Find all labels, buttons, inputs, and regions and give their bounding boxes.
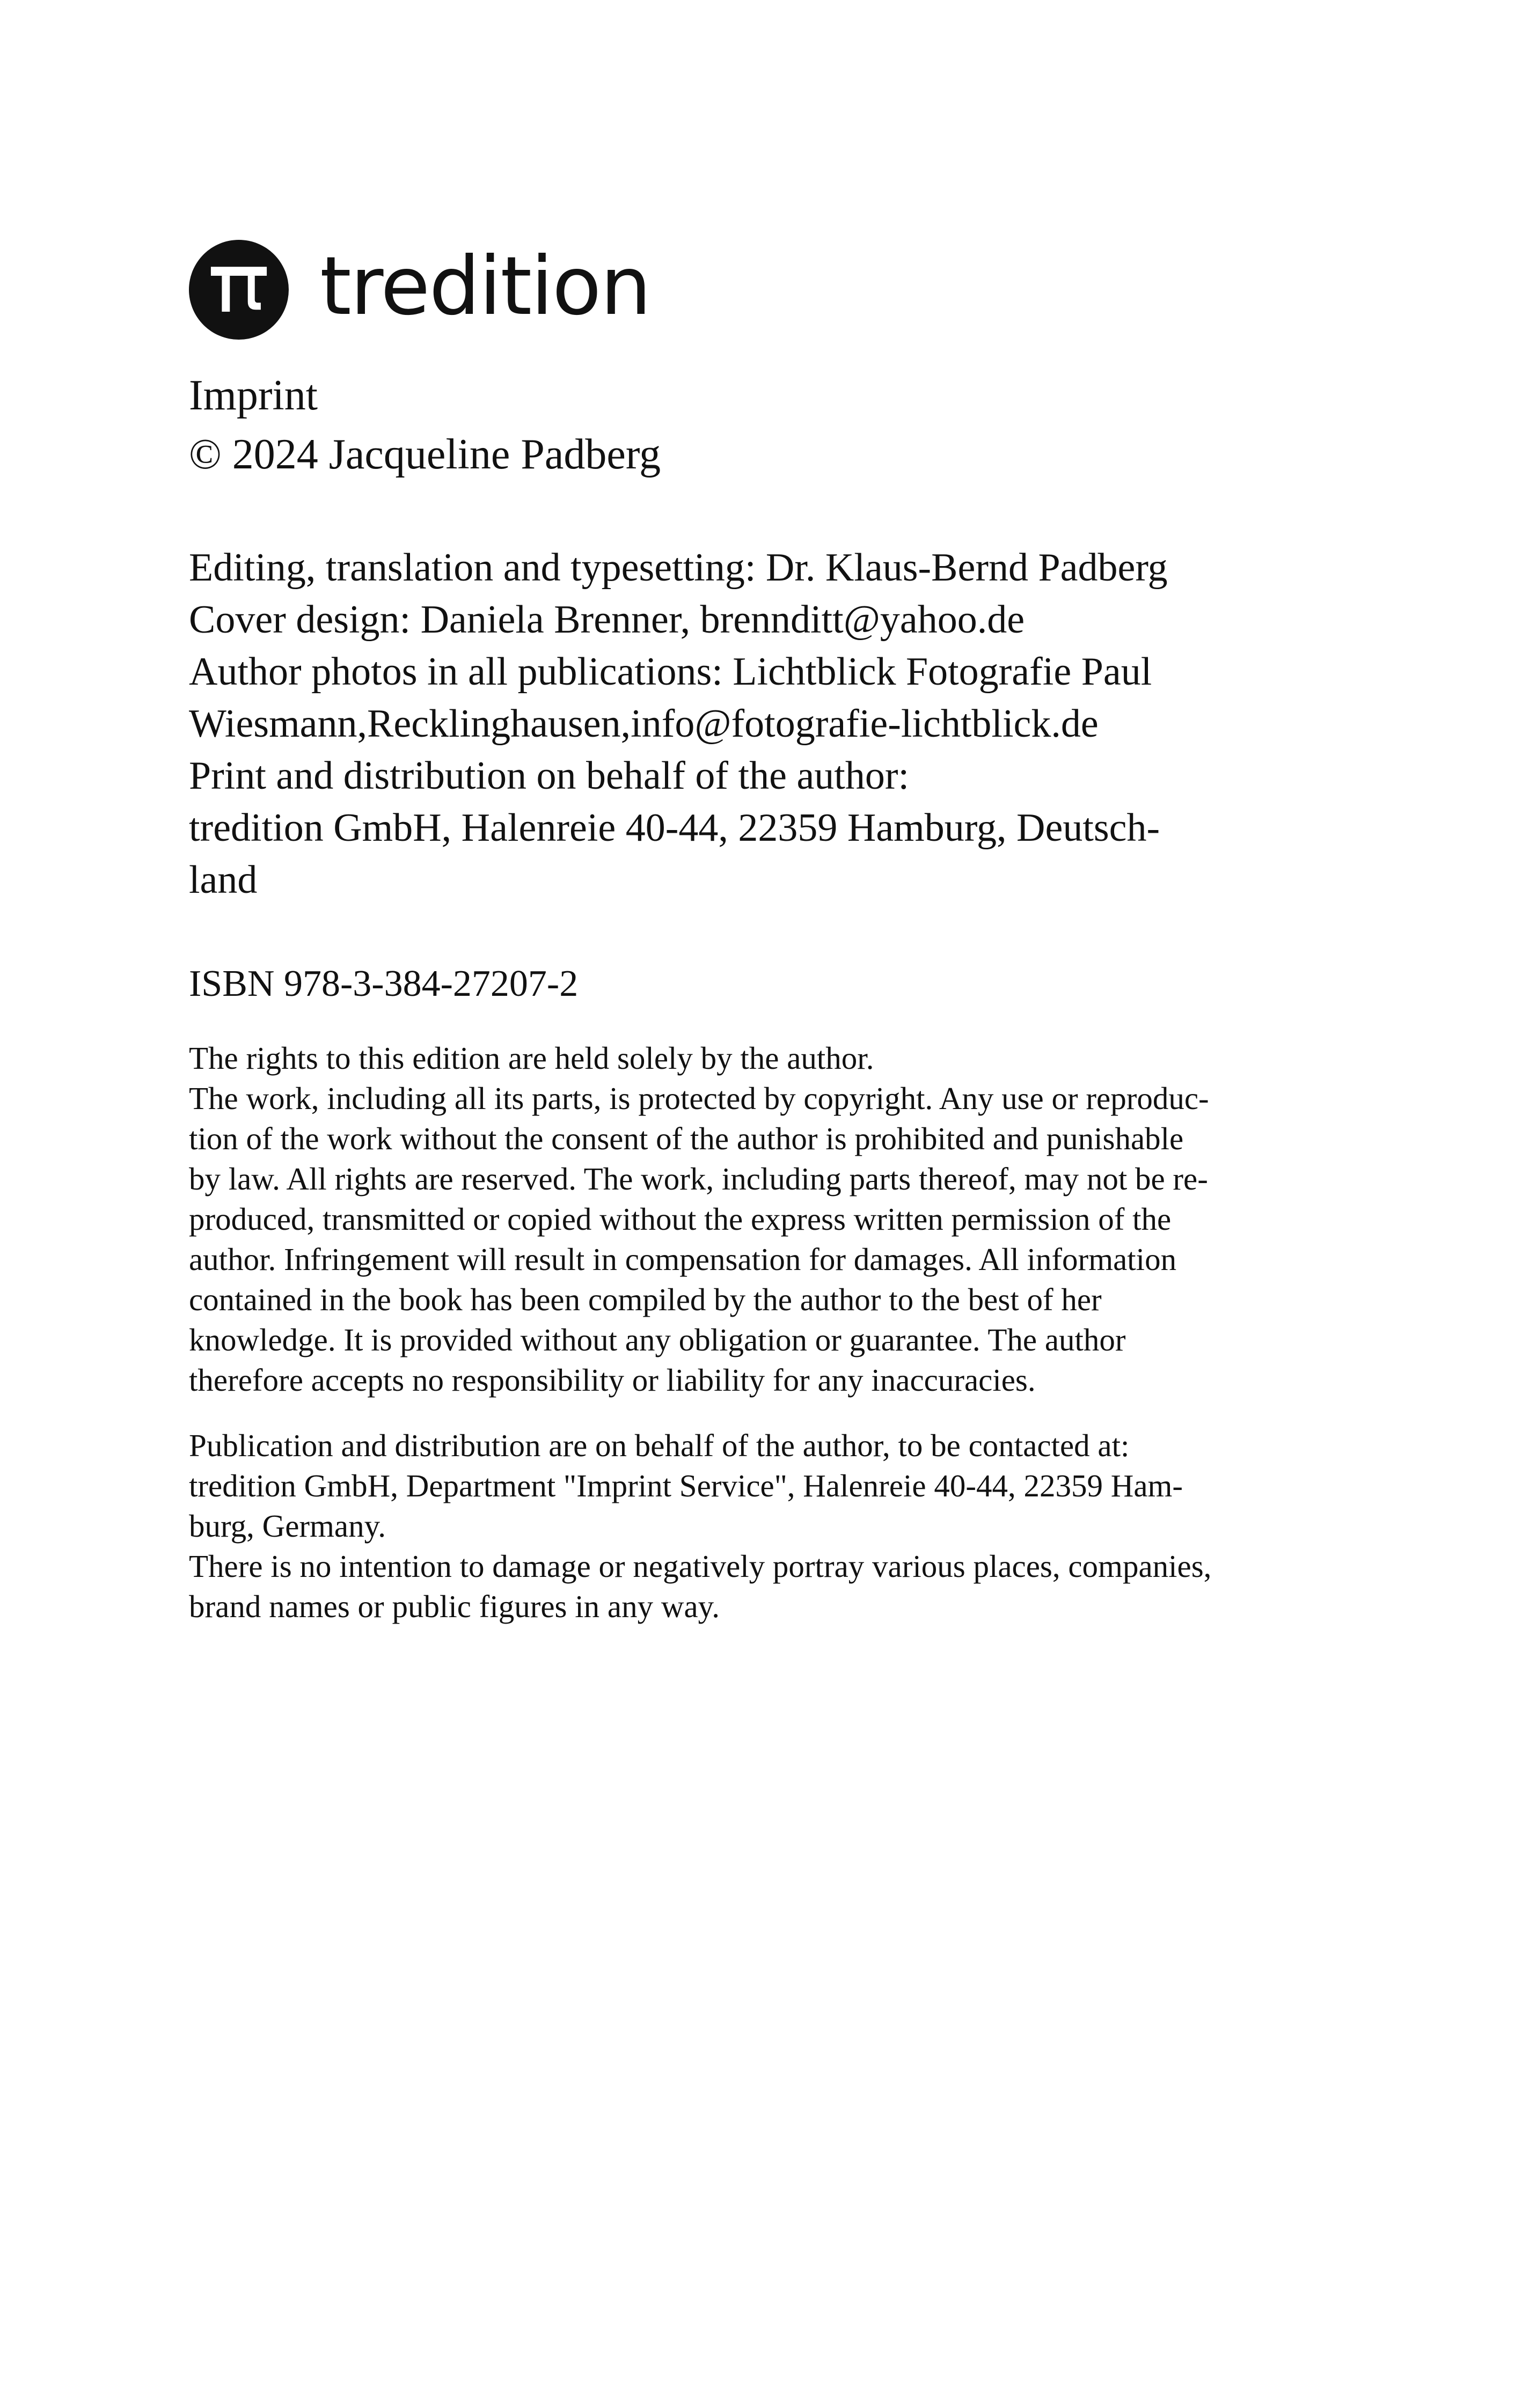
publication-paragraph xyxy=(189,1426,1211,1627)
credits-line: Author photos in all publications: Lichtblick Fotografie Paul xyxy=(189,650,1152,694)
tredition-wordmark: tredition xyxy=(320,240,650,333)
publication-line: Publication and distribution are on behalf of the author, to be contacted at: xyxy=(189,1428,1130,1463)
credits-line: tredition GmbH, Halenreie 40-44, 22359 Hamburg, Deutsch- xyxy=(189,806,1160,850)
rights-line: therefore accepts no responsibility or liability for any inaccuracies. xyxy=(189,1362,1036,1398)
credits-line: Print and distribution on behalf of the author: xyxy=(189,754,910,798)
publication-line: brand names or public figures in any way. xyxy=(189,1589,720,1624)
copyright-line: © 2024 Jacqueline Padberg xyxy=(189,431,661,478)
rights-line: author. Infringement will result in compensation for damages. All information xyxy=(189,1242,1177,1277)
publication-line: tredition GmbH, Department "Imprint Service", Halenreie 40-44, 22359 Ham- xyxy=(189,1468,1183,1503)
rights-line: contained in the book has been compiled by the author to the best of her xyxy=(189,1282,1102,1317)
imprint-header xyxy=(189,366,661,484)
rights-paragraph xyxy=(189,1038,1209,1400)
publication-line: burg, Germany. xyxy=(189,1508,386,1544)
credits-line: Wiesmann,Recklinghausen,info@fotografie-lichtblick.de xyxy=(189,702,1099,746)
rights-line: The rights to this edition are held solely by the author. xyxy=(189,1040,874,1076)
isbn: ISBN 978-3-384-27207-2 xyxy=(189,963,579,1004)
rights-line: knowledge. It is provided without any obligation or guarantee. The author xyxy=(189,1322,1126,1357)
imprint-heading: Imprint xyxy=(189,372,318,419)
tredition-logo-icon xyxy=(189,240,289,340)
rights-line: produced, transmitted or copied without the express written permission of the xyxy=(189,1201,1172,1237)
rights-line: The work, including all its parts, is protected by copyright. Any use or reproduc- xyxy=(189,1081,1209,1116)
tredition-logo xyxy=(189,240,650,340)
publication-line: There is no intention to damage or negatively portray various places, companies, xyxy=(189,1548,1212,1584)
credits-block xyxy=(189,542,1168,906)
credits-line: Editing, translation and typesetting: Dr. Klaus-Bernd Padberg xyxy=(189,546,1168,590)
rights-line: by law. All rights are reserved. The work, including parts thereof, may not be re- xyxy=(189,1161,1208,1196)
credits-line: Cover design: Daniela Brenner, brennditt@yahoo.de xyxy=(189,598,1025,642)
rights-line: tion of the work without the consent of the author is prohibited and punishable xyxy=(189,1121,1184,1156)
credits-line: land xyxy=(189,858,258,902)
